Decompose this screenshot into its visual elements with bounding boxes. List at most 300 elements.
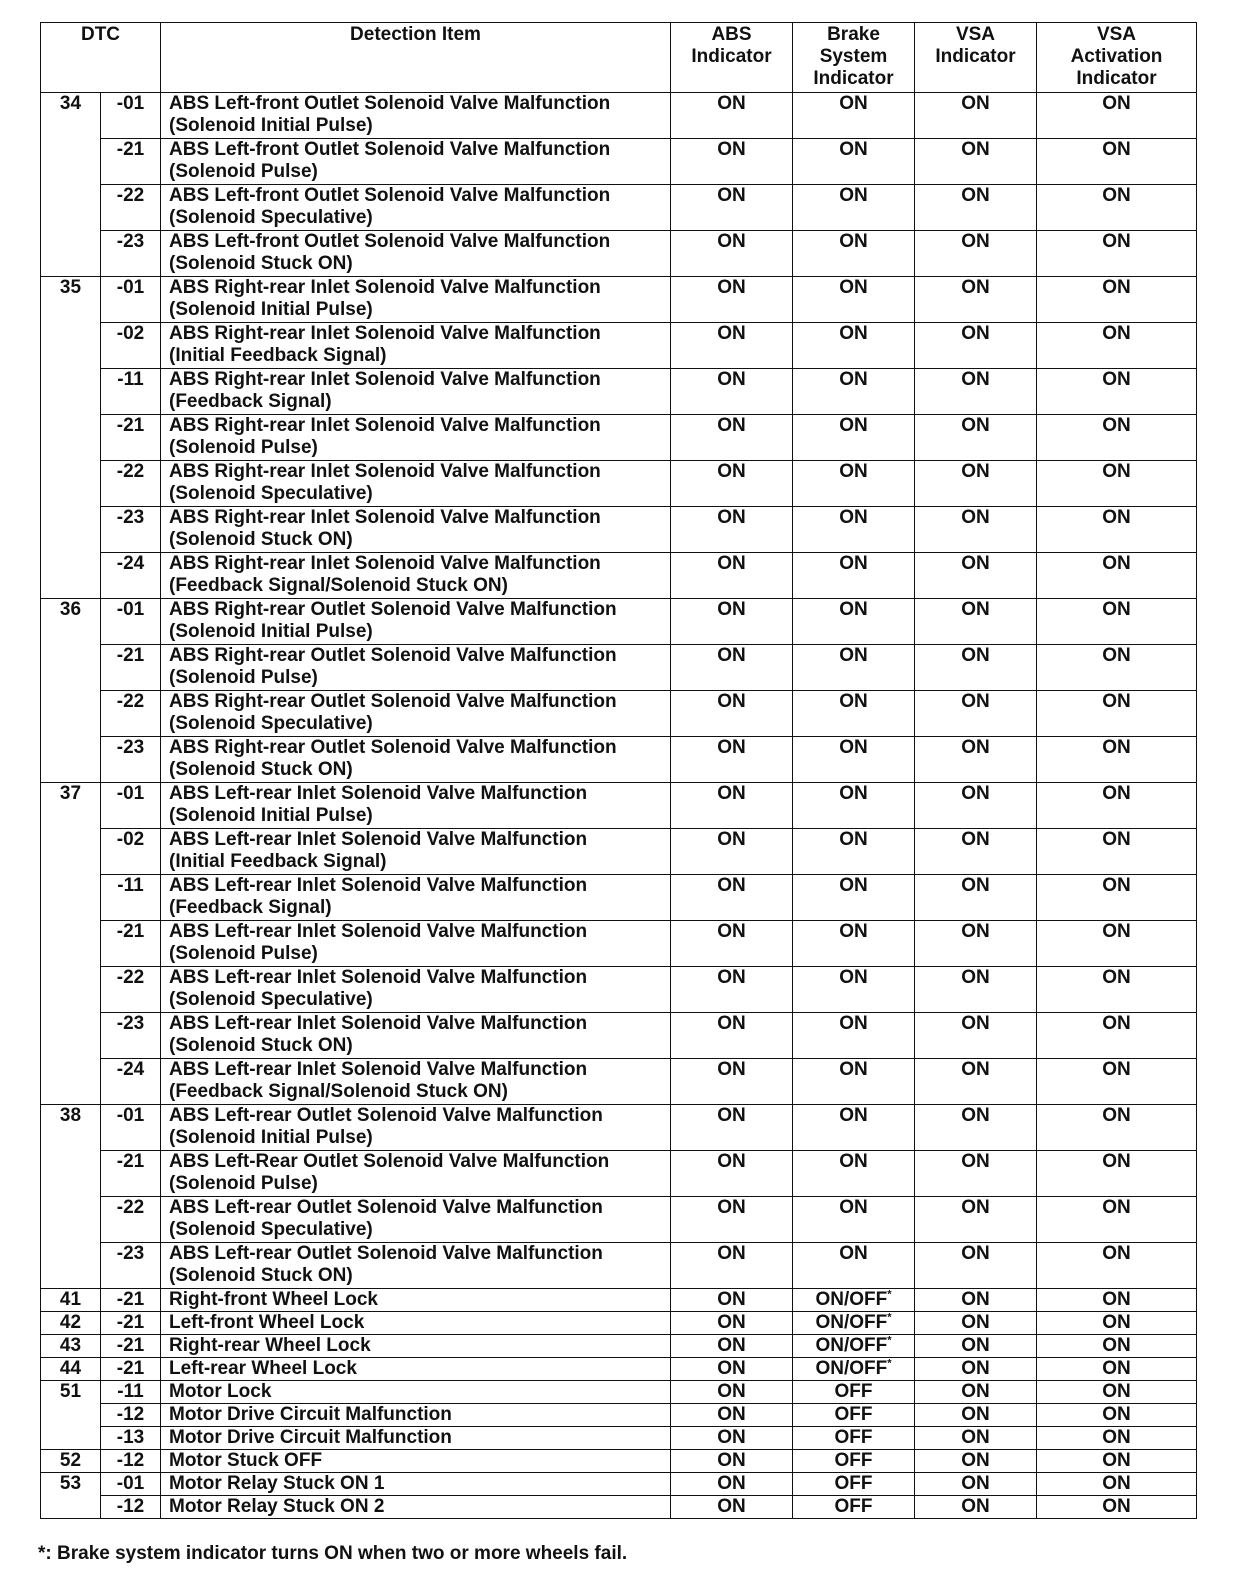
- brake-system-indicator-value: [793, 737, 915, 783]
- brake-system-indicator-value: [793, 93, 915, 139]
- abs-indicator-value-text: ON: [717, 1427, 746, 1448]
- vsa-indicator-value: [915, 1473, 1037, 1496]
- table-row: [41, 783, 1197, 829]
- brake-system-indicator-value: [793, 599, 915, 645]
- brake-system-indicator-value-text: ON: [839, 415, 868, 436]
- brake-system-indicator-value-text: ON: [839, 507, 868, 528]
- brake-system-indicator-value-text: ON/OFF: [815, 1335, 888, 1356]
- brake-system-indicator-value-text: ON: [839, 93, 868, 114]
- detection-item: [161, 1335, 671, 1358]
- vsa-activation-indicator-value: [1037, 1013, 1197, 1059]
- brake-system-indicator-value: [793, 645, 915, 691]
- abs-indicator-value: [671, 1105, 793, 1151]
- detection-item-detail: (Solenoid Speculative): [169, 713, 373, 734]
- brake-system-indicator-value-text: ON: [839, 1151, 868, 1172]
- abs-indicator-value-text: ON: [717, 1197, 746, 1218]
- table-row: [41, 323, 1197, 369]
- vsa-activation-indicator-value-text: ON: [1102, 1335, 1131, 1356]
- dtc-code: 35: [41, 277, 101, 323]
- dtc-subcode: -11: [101, 875, 161, 921]
- table-row: [41, 277, 1197, 323]
- dtc-code: [41, 921, 101, 967]
- abs-indicator-value: [671, 1289, 793, 1312]
- detection-item-detail: (Solenoid Stuck ON): [169, 1265, 353, 1286]
- dtc-indicator-table: [40, 22, 1197, 1519]
- vsa-indicator-value: [915, 1335, 1037, 1358]
- vsa-indicator-value-text: ON: [961, 1450, 990, 1471]
- vsa-indicator-value: [915, 1427, 1037, 1450]
- vsa-indicator-value: [915, 1289, 1037, 1312]
- vsa-indicator-value-text: ON: [961, 1105, 990, 1126]
- detection-item-detail: (Feedback Signal/Solenoid Stuck ON): [169, 575, 508, 596]
- detection-item-detail: (Feedback Signal): [169, 391, 332, 412]
- detection-item: [161, 277, 671, 323]
- dtc-subcode: -22: [101, 691, 161, 737]
- detection-item: [161, 599, 671, 645]
- abs-indicator-value-text: ON: [717, 829, 746, 850]
- dtc-subcode: -22: [101, 461, 161, 507]
- brake-system-indicator-value: [793, 1358, 915, 1381]
- abs-indicator-value-text: ON: [717, 139, 746, 160]
- dtc-subcode: -22: [101, 185, 161, 231]
- dtc-subcode: -21: [101, 415, 161, 461]
- brake-system-indicator-value: [793, 231, 915, 277]
- abs-indicator-value: [671, 645, 793, 691]
- dtc-subcode: -01: [101, 1473, 161, 1496]
- dtc-code: [41, 1427, 101, 1450]
- detection-item-title: ABS Left-rear Outlet Solenoid Valve Malfunction: [169, 1243, 603, 1264]
- table-row: [41, 1473, 1197, 1496]
- vsa-activation-indicator-value: [1037, 1496, 1197, 1519]
- vsa-indicator-value: [915, 599, 1037, 645]
- detection-item: [161, 921, 671, 967]
- detection-item: [161, 93, 671, 139]
- vsa-activation-indicator-value-text: ON: [1102, 1289, 1131, 1310]
- abs-indicator-value-text: ON: [717, 1013, 746, 1034]
- abs-indicator-value: [671, 875, 793, 921]
- vsa-indicator-value: [915, 507, 1037, 553]
- vsa-activation-indicator-value: [1037, 1312, 1197, 1335]
- table-row: [41, 1197, 1197, 1243]
- vsa-indicator-value: [915, 921, 1037, 967]
- vsa-indicator-value: [915, 1243, 1037, 1289]
- brake-system-indicator-value-text: ON/OFF: [815, 1358, 888, 1379]
- vsa-activation-indicator-value-text: ON: [1102, 553, 1131, 574]
- vsa-indicator-value: [915, 1197, 1037, 1243]
- detection-item-title: ABS Left-front Outlet Solenoid Valve Malfunction: [169, 185, 611, 206]
- detection-item-title: ABS Right-rear Outlet Solenoid Valve Malfunction: [169, 737, 617, 758]
- vsa-activation-indicator-value: [1037, 323, 1197, 369]
- brake-system-indicator-value: [793, 369, 915, 415]
- vsa-indicator-value: [915, 553, 1037, 599]
- footnote-reference: *: [887, 1288, 892, 1301]
- detection-item-title: Motor Relay Stuck ON 1: [169, 1473, 385, 1494]
- dtc-code: [41, 1404, 101, 1427]
- detection-item: [161, 1473, 671, 1496]
- brake-system-indicator-value-text: ON: [839, 875, 868, 896]
- brake-system-indicator-value: [793, 1381, 915, 1404]
- vsa-activation-indicator-value-text: ON: [1102, 231, 1131, 252]
- brake-system-indicator-value: [793, 691, 915, 737]
- brake-system-indicator-value-text: OFF: [834, 1473, 873, 1494]
- dtc-subcode: -02: [101, 323, 161, 369]
- vsa-indicator-value-text: ON: [961, 645, 990, 666]
- vsa-activation-indicator-value-text: ON: [1102, 185, 1131, 206]
- table-row: [41, 921, 1197, 967]
- table-row: [41, 1013, 1197, 1059]
- brake-system-indicator-value: [793, 921, 915, 967]
- detection-item-detail: (Initial Feedback Signal): [169, 851, 387, 872]
- detection-item-detail: (Solenoid Pulse): [169, 1173, 318, 1194]
- detection-item-title: Motor Lock: [169, 1381, 272, 1402]
- detection-item: [161, 1404, 671, 1427]
- abs-indicator-value-text: ON: [717, 323, 746, 344]
- vsa-activation-indicator-value: [1037, 645, 1197, 691]
- detection-item-title: ABS Left-rear Inlet Solenoid Valve Malfunction: [169, 783, 588, 804]
- abs-indicator-value: [671, 1427, 793, 1450]
- brake-system-indicator-value-text: ON: [839, 461, 868, 482]
- vsa-activation-indicator-value-text: ON: [1102, 783, 1131, 804]
- vsa-activation-indicator-value: [1037, 1289, 1197, 1312]
- vsa-activation-indicator-value-text: ON: [1102, 461, 1131, 482]
- vsa-indicator-value-text: ON: [961, 1312, 990, 1333]
- detection-item: [161, 691, 671, 737]
- dtc-subcode: -22: [101, 1197, 161, 1243]
- table-row: [41, 967, 1197, 1013]
- brake-system-indicator-value: [793, 1496, 915, 1519]
- footnote-text: : Brake system indicator turns ON when two or more wheels fail.: [45, 1543, 628, 1564]
- vsa-activation-indicator-value: [1037, 231, 1197, 277]
- vsa-activation-indicator-value: [1037, 461, 1197, 507]
- vsa-indicator-value-text: ON: [961, 1151, 990, 1172]
- dtc-code: [41, 553, 101, 599]
- abs-indicator-value-text: ON: [717, 415, 746, 436]
- abs-indicator-value: [671, 691, 793, 737]
- vsa-indicator-value-text: ON: [961, 1013, 990, 1034]
- brake-system-indicator-value-text: ON: [839, 553, 868, 574]
- vsa-indicator-value: [915, 93, 1037, 139]
- brake-system-indicator-value: [793, 1289, 915, 1312]
- detection-item: [161, 829, 671, 875]
- table-row: [41, 415, 1197, 461]
- brake-system-indicator-value-text: ON: [839, 783, 868, 804]
- vsa-activation-indicator-value: [1037, 1105, 1197, 1151]
- brake-system-indicator-value: [793, 1013, 915, 1059]
- dtc-code: [41, 185, 101, 231]
- table-row: [41, 1243, 1197, 1289]
- brake-system-indicator-value: [793, 553, 915, 599]
- vsa-activation-indicator-value-text: ON: [1102, 599, 1131, 620]
- abs-indicator-value: [671, 507, 793, 553]
- dtc-code: [41, 829, 101, 875]
- detection-item: [161, 139, 671, 185]
- detection-item-title: ABS Left-rear Inlet Solenoid Valve Malfunction: [169, 875, 588, 896]
- detection-item-detail: (Solenoid Stuck ON): [169, 759, 353, 780]
- dtc-subcode: -01: [101, 277, 161, 323]
- abs-indicator-value: [671, 1335, 793, 1358]
- vsa-indicator-value-text: ON: [961, 1335, 990, 1356]
- dtc-code: 41: [41, 1289, 101, 1312]
- detection-item-detail: (Solenoid Stuck ON): [169, 253, 353, 274]
- brake-system-indicator-value-text: ON: [839, 645, 868, 666]
- abs-indicator-value: [671, 1450, 793, 1473]
- dtc-subcode: -21: [101, 1151, 161, 1197]
- footnote-marker: *: [38, 1543, 46, 1564]
- table-row: [41, 461, 1197, 507]
- vsa-activation-indicator-value: [1037, 691, 1197, 737]
- abs-indicator-value-text: ON: [717, 967, 746, 988]
- abs-indicator-value-text: ON: [717, 921, 746, 942]
- table-row: [41, 1059, 1197, 1105]
- brake-system-indicator-value-text: ON/OFF: [815, 1312, 888, 1333]
- abs-indicator-value: [671, 1381, 793, 1404]
- table-row: [41, 599, 1197, 645]
- vsa-activation-indicator-value-text: ON: [1102, 1151, 1131, 1172]
- abs-indicator-value-text: ON: [717, 1289, 746, 1310]
- vsa-activation-indicator-value-text: ON: [1102, 1243, 1131, 1264]
- table-row: [41, 185, 1197, 231]
- detection-item-title: ABS Left-front Outlet Solenoid Valve Malfunction: [169, 139, 611, 160]
- abs-indicator-value: [671, 967, 793, 1013]
- dtc-subcode: -11: [101, 369, 161, 415]
- vsa-activation-indicator-value-text: ON: [1102, 1197, 1131, 1218]
- vsa-activation-indicator-value-text: ON: [1102, 1381, 1131, 1402]
- brake-system-indicator-value-text: ON: [839, 369, 868, 390]
- vsa-indicator-value-text: ON: [961, 829, 990, 850]
- vsa-activation-indicator-value: [1037, 415, 1197, 461]
- vsa-activation-indicator-value: [1037, 1427, 1197, 1450]
- abs-indicator-value-text: ON: [717, 1381, 746, 1402]
- vsa-activation-indicator-value: [1037, 1473, 1197, 1496]
- abs-indicator-value: [671, 1312, 793, 1335]
- dtc-code: [41, 875, 101, 921]
- detection-item: [161, 783, 671, 829]
- vsa-indicator-value: [915, 1496, 1037, 1519]
- abs-indicator-value-text: ON: [717, 231, 746, 252]
- brake-system-indicator-value: [793, 185, 915, 231]
- abs-indicator-value: [671, 783, 793, 829]
- vsa-indicator-value-text: ON: [961, 1059, 990, 1080]
- dtc-code: 36: [41, 599, 101, 645]
- detection-item: [161, 1151, 671, 1197]
- vsa-activation-indicator-value: [1037, 967, 1197, 1013]
- brake-system-indicator-value-text: ON: [839, 323, 868, 344]
- detection-item-detail: (Initial Feedback Signal): [169, 345, 387, 366]
- brake-system-indicator-value-text: ON/OFF: [815, 1289, 888, 1310]
- detection-item-title: ABS Right-rear Inlet Solenoid Valve Malfunction: [169, 369, 601, 390]
- abs-indicator-value: [671, 1013, 793, 1059]
- dtc-subcode: -01: [101, 1105, 161, 1151]
- dtc-code: [41, 1013, 101, 1059]
- abs-indicator-value: [671, 1059, 793, 1105]
- vsa-activation-indicator-value-text: ON: [1102, 1427, 1131, 1448]
- vsa-indicator-value-text: ON: [961, 1358, 990, 1379]
- brake-system-indicator-value-text: ON: [839, 1105, 868, 1126]
- vsa-activation-indicator-value: [1037, 1059, 1197, 1105]
- brake-system-indicator-value: [793, 277, 915, 323]
- vsa-indicator-value: [915, 875, 1037, 921]
- vsa-activation-indicator-value-text: ON: [1102, 1312, 1131, 1333]
- dtc-code: [41, 461, 101, 507]
- abs-indicator-value-text: ON: [717, 645, 746, 666]
- vsa-activation-indicator-value: [1037, 737, 1197, 783]
- brake-system-indicator-value: [793, 829, 915, 875]
- abs-indicator-value: [671, 93, 793, 139]
- brake-system-indicator-value: [793, 1243, 915, 1289]
- detection-item: [161, 1427, 671, 1450]
- vsa-activation-indicator-value: [1037, 1335, 1197, 1358]
- table-row: [41, 1335, 1197, 1358]
- vsa-activation-indicator-value: [1037, 1197, 1197, 1243]
- vsa-indicator-value-text: ON: [961, 507, 990, 528]
- vsa-activation-indicator-value: [1037, 93, 1197, 139]
- vsa-indicator-value: [915, 461, 1037, 507]
- dtc-subcode: -12: [101, 1404, 161, 1427]
- detection-item: [161, 185, 671, 231]
- vsa-indicator-value-text: ON: [961, 1289, 990, 1310]
- abs-indicator-value: [671, 1151, 793, 1197]
- vsa-indicator-value-text: ON: [961, 737, 990, 758]
- vsa-activation-indicator-value-text: ON: [1102, 1404, 1131, 1425]
- vsa-indicator-value: [915, 645, 1037, 691]
- vsa-indicator-value-text: ON: [961, 461, 990, 482]
- detection-item: [161, 737, 671, 783]
- detection-item: [161, 1496, 671, 1519]
- brake-system-indicator-value-text: ON: [839, 1013, 868, 1034]
- header-row: [41, 23, 1197, 93]
- dtc-subcode: -24: [101, 553, 161, 599]
- brake-system-indicator-value-text: ON: [839, 737, 868, 758]
- abs-indicator-value: [671, 277, 793, 323]
- vsa-indicator-value-text: ON: [961, 415, 990, 436]
- table-row: [41, 139, 1197, 185]
- table-row: [41, 1381, 1197, 1404]
- table-row: [41, 93, 1197, 139]
- brake-system-indicator-value: [793, 1427, 915, 1450]
- header-dtc: DTC: [41, 23, 161, 93]
- abs-indicator-value: [671, 231, 793, 277]
- detection-item-title: Left-rear Wheel Lock: [169, 1358, 357, 1379]
- abs-indicator-value-text: ON: [717, 1473, 746, 1494]
- dtc-code: [41, 231, 101, 277]
- abs-indicator-value: [671, 369, 793, 415]
- abs-indicator-value: [671, 1243, 793, 1289]
- abs-indicator-value: [671, 415, 793, 461]
- vsa-indicator-value: [915, 1450, 1037, 1473]
- footnote-reference: *: [887, 1334, 892, 1347]
- dtc-subcode: -21: [101, 1312, 161, 1335]
- detection-item: [161, 369, 671, 415]
- vsa-activation-indicator-value: [1037, 1358, 1197, 1381]
- brake-system-indicator-value: [793, 1473, 915, 1496]
- detection-item: [161, 323, 671, 369]
- brake-system-indicator-value: [793, 1335, 915, 1358]
- abs-indicator-value-text: ON: [717, 783, 746, 804]
- brake-system-indicator-value: [793, 415, 915, 461]
- dtc-code: [41, 1243, 101, 1289]
- abs-indicator-value: [671, 737, 793, 783]
- vsa-indicator-value-text: ON: [961, 599, 990, 620]
- abs-indicator-value: [671, 461, 793, 507]
- detection-item: [161, 553, 671, 599]
- vsa-activation-indicator-value: [1037, 875, 1197, 921]
- vsa-activation-indicator-value: [1037, 185, 1197, 231]
- table-row: [41, 1151, 1197, 1197]
- vsa-activation-indicator-value: [1037, 1381, 1197, 1404]
- dtc-subcode: -23: [101, 737, 161, 783]
- table-row: [41, 737, 1197, 783]
- dtc-subcode: -12: [101, 1450, 161, 1473]
- table-row: [41, 1289, 1197, 1312]
- abs-indicator-value: [671, 185, 793, 231]
- dtc-code: [41, 415, 101, 461]
- table-row: [41, 645, 1197, 691]
- dtc-subcode: -02: [101, 829, 161, 875]
- vsa-indicator-value-text: ON: [961, 1496, 990, 1517]
- detection-item-detail: (Solenoid Speculative): [169, 989, 373, 1010]
- vsa-indicator-value: [915, 277, 1037, 323]
- dtc-code: 42: [41, 1312, 101, 1335]
- vsa-activation-indicator-value-text: ON: [1102, 1105, 1131, 1126]
- dtc-subcode: -11: [101, 1381, 161, 1404]
- dtc-subcode: -13: [101, 1427, 161, 1450]
- vsa-indicator-value-text: ON: [961, 139, 990, 160]
- vsa-indicator-value-text: ON: [961, 1197, 990, 1218]
- abs-indicator-value: [671, 139, 793, 185]
- abs-indicator-value-text: ON: [717, 1312, 746, 1333]
- vsa-activation-indicator-value-text: ON: [1102, 1450, 1131, 1471]
- detection-item-detail: (Feedback Signal/Solenoid Stuck ON): [169, 1081, 508, 1102]
- vsa-indicator-value: [915, 691, 1037, 737]
- table-row: [41, 875, 1197, 921]
- brake-system-indicator-value: [793, 1151, 915, 1197]
- dtc-subcode: -21: [101, 1335, 161, 1358]
- dtc-subcode: -21: [101, 645, 161, 691]
- detection-item-detail: (Solenoid Speculative): [169, 207, 373, 228]
- vsa-activation-indicator-value: [1037, 369, 1197, 415]
- brake-system-indicator-value-text: ON: [839, 139, 868, 160]
- brake-system-indicator-value: [793, 783, 915, 829]
- vsa-indicator-value-text: ON: [961, 1427, 990, 1448]
- detection-item: [161, 1243, 671, 1289]
- abs-indicator-value: [671, 599, 793, 645]
- abs-indicator-value: [671, 1473, 793, 1496]
- vsa-indicator-value: [915, 737, 1037, 783]
- abs-indicator-value-text: ON: [717, 185, 746, 206]
- abs-indicator-value-text: ON: [717, 553, 746, 574]
- vsa-indicator-value-text: ON: [961, 783, 990, 804]
- detection-item-title: ABS Right-rear Inlet Solenoid Valve Malfunction: [169, 323, 601, 344]
- brake-system-indicator-value: [793, 1105, 915, 1151]
- brake-system-indicator-value-text: ON: [839, 1197, 868, 1218]
- vsa-activation-indicator-value-text: ON: [1102, 369, 1131, 390]
- detection-item-title: ABS Left-Rear Outlet Solenoid Valve Malfunction: [169, 1151, 610, 1172]
- abs-indicator-value-text: ON: [717, 369, 746, 390]
- vsa-indicator-value-text: ON: [961, 967, 990, 988]
- vsa-activation-indicator-value: [1037, 921, 1197, 967]
- brake-system-indicator-value-text: OFF: [834, 1496, 873, 1517]
- dtc-subcode: -21: [101, 921, 161, 967]
- detection-item-detail: (Solenoid Initial Pulse): [169, 1127, 373, 1148]
- vsa-activation-indicator-value-text: ON: [1102, 829, 1131, 850]
- vsa-indicator-value-text: ON: [961, 1404, 990, 1425]
- dtc-subcode: -22: [101, 967, 161, 1013]
- detection-item-title: Motor Drive Circuit Malfunction: [169, 1427, 452, 1448]
- vsa-activation-indicator-value-text: ON: [1102, 1496, 1131, 1517]
- abs-indicator-value: [671, 829, 793, 875]
- dtc-code: [41, 691, 101, 737]
- detection-item-detail: (Solenoid Speculative): [169, 1219, 373, 1240]
